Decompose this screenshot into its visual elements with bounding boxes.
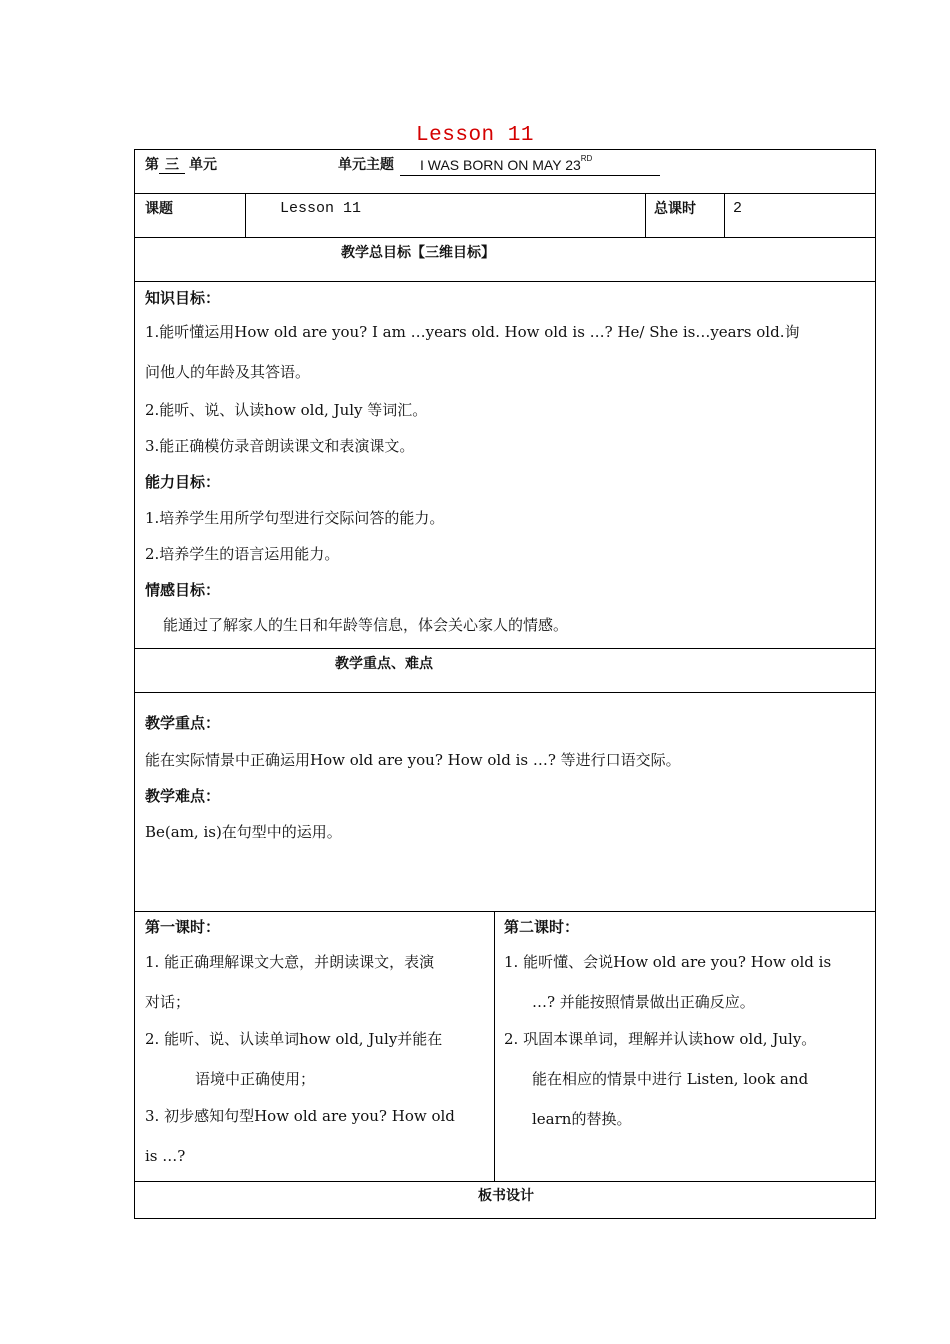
first-period-line-4: 语境中正确使用；: [195, 1070, 316, 1088]
key-heading: 教学重点：: [145, 714, 221, 732]
goals-header-row: [135, 238, 875, 282]
keypoints-header: 教学重点、难点: [335, 656, 433, 672]
second-period-line-1: 1. 能听懂、会说How old are you? How old is: [504, 953, 832, 971]
difficulty-text: Be(am, is)在句型中的运用。: [145, 823, 342, 841]
first-period-heading: 第一课时：: [145, 918, 221, 936]
total-hours-value: 2: [733, 200, 743, 217]
first-period-line-5: 3. 初步感知句型How old are you? How old: [145, 1107, 455, 1125]
topic-row: [135, 194, 875, 238]
first-period-line-2: 对话；: [145, 993, 191, 1011]
knowledge-item-1b: 问他人的年龄及其答语。: [145, 363, 311, 381]
goals-header: 教学总目标【三维目标】: [341, 245, 495, 261]
topic-value: Lesson 11: [280, 200, 362, 217]
knowledge-item-1a: 1.能听懂运用How old are you? I am …years old. How old is …? He/ She is…years old.询: [145, 323, 800, 341]
topic-label: 课题: [145, 201, 173, 217]
periods-row: [135, 912, 875, 1182]
unit-theme-label: 单元主题: [338, 157, 394, 173]
knowledge-item-3: 3.能正确模仿录音朗读课文和表演课文。: [145, 437, 415, 455]
difficulty-heading: 教学难点：: [145, 787, 221, 805]
unit-row: [135, 150, 875, 194]
second-period-heading: 第二课时：: [504, 918, 580, 936]
knowledge-heading: 知识目标：: [145, 289, 221, 307]
unit-theme-value: I WAS BORN ON MAY 23RD: [400, 155, 660, 176]
keypoints-header-row: [135, 649, 875, 693]
document-title: Lesson 11: [416, 124, 534, 147]
key-text: 能在实际情景中正确运用How old are you? How old is …? 等进行口语交际。: [145, 751, 681, 769]
unit-number: 三: [159, 157, 185, 174]
lesson-plan-table: [134, 149, 876, 1219]
second-period-line-4: 能在相应的情景中进行 Listen, look and: [532, 1070, 809, 1088]
first-period-line-3: 2. 能听、说、认读单词how old, July并能在: [145, 1030, 443, 1048]
first-period-line-1: 1. 能正确理解课文大意，并朗读课文，表演: [145, 953, 435, 971]
board-design-header: 板书设计: [478, 1188, 534, 1204]
ability-item-2: 2.培养学生的语言运用能力。: [145, 545, 340, 563]
ability-heading: 能力目标：: [145, 473, 221, 491]
ability-item-1: 1.培养学生用所学句型进行交际问答的能力。: [145, 509, 445, 527]
emotion-heading: 情感目标：: [145, 581, 221, 599]
keypoints-body-row: [135, 693, 875, 912]
total-hours-label: 总课时: [654, 201, 696, 217]
second-period-line-2: …? 并能按照情景做出正确反应。: [532, 993, 755, 1011]
board-design-row: [135, 1182, 875, 1218]
first-period-line-6: is …?: [145, 1147, 186, 1165]
second-period-line-3: 2. 巩固本课单词，理解并认读how old, July。: [504, 1030, 817, 1048]
knowledge-item-2: 2.能听、说、认读how old, July 等词汇。: [145, 401, 428, 419]
unit-label: 第 三 单元: [145, 157, 217, 173]
emotion-item: 能通过了解家人的生日和年龄等信息，体会关心家人的情感。: [163, 616, 569, 634]
goals-body-row: [135, 282, 875, 649]
second-period-line-5: learn的替换。: [532, 1110, 632, 1128]
